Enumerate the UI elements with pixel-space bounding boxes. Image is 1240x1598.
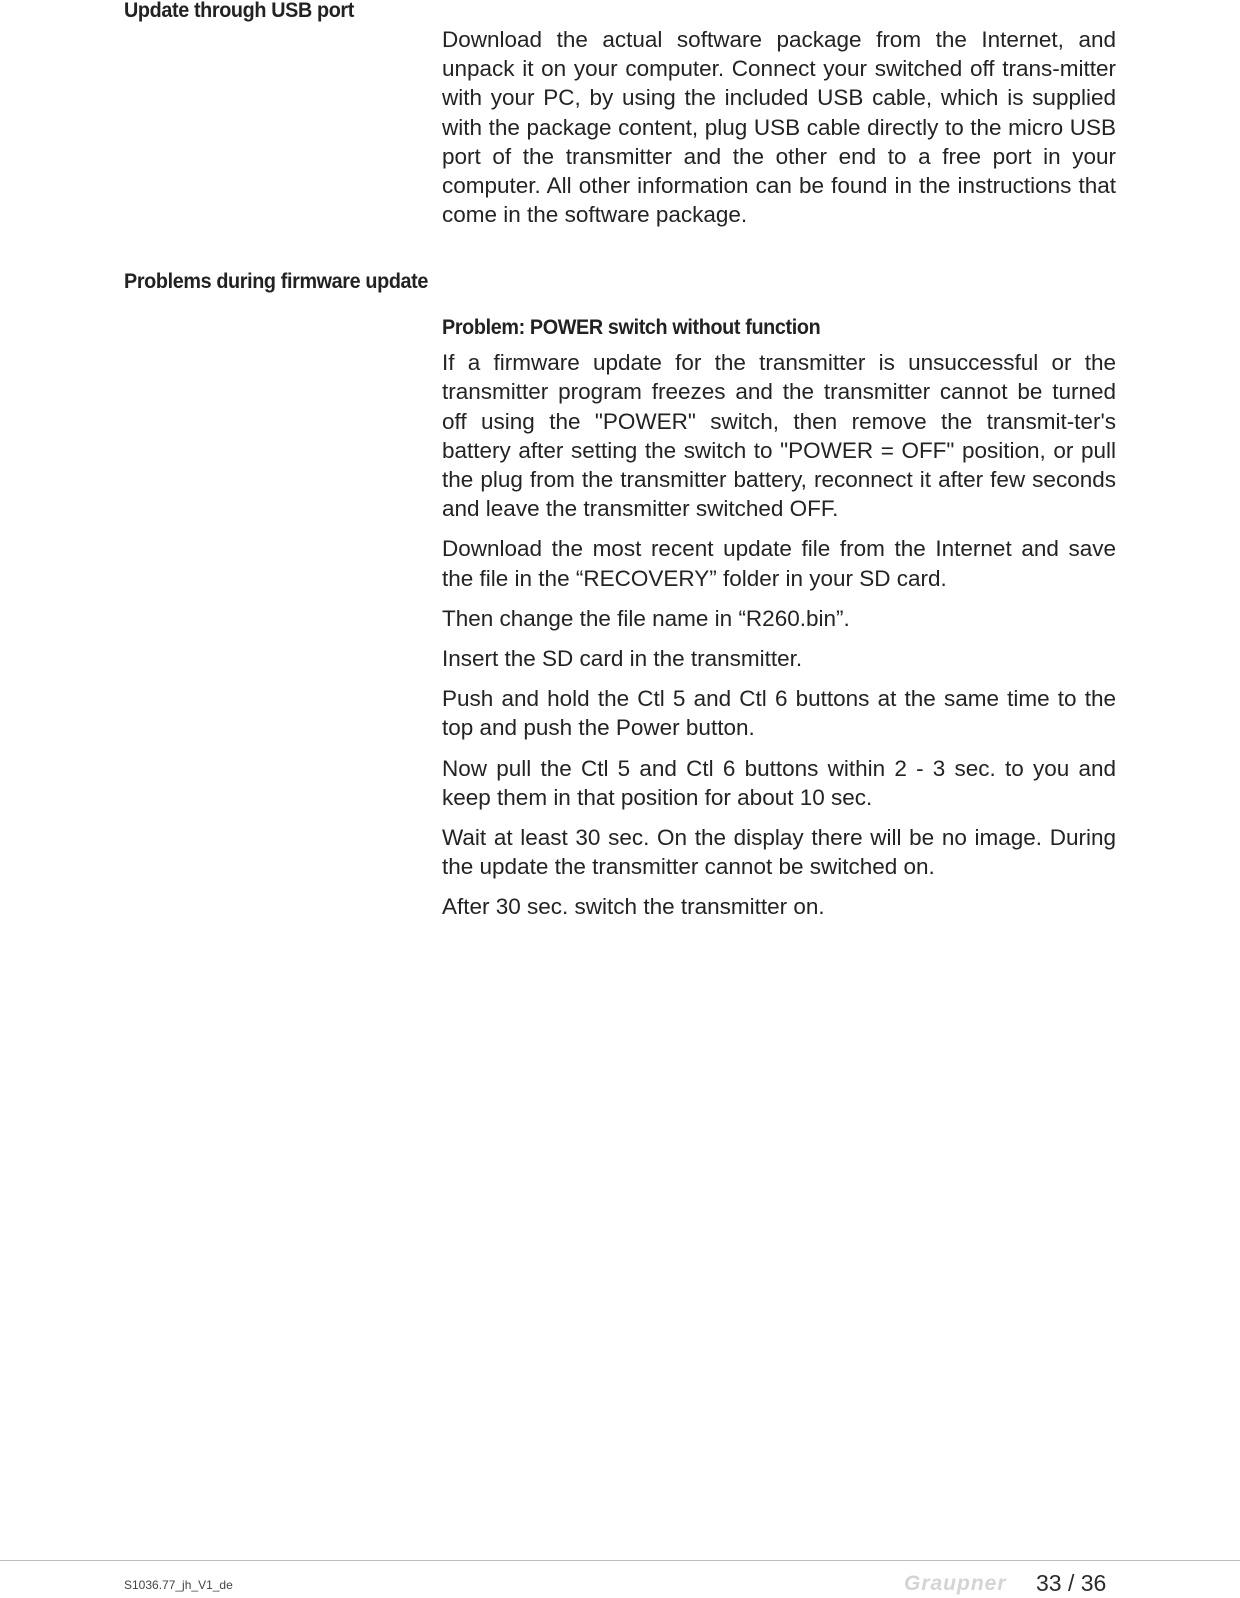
problem-paragraph: Insert the SD card in the transmitter. (442, 646, 803, 672)
problem-paragraph: If a firmware update for the transmitter is unsuccessful or the transmitter program freezes and the transmitter cannot be turned off using the "POWER" switch, then remove the transmit-ter's battery after setting the switch to "POWER = OFF" position, or pull the plug from the transmitter battery, reconnect it after few seconds and leave the transmitter switched OFF. (442, 350, 1116, 522)
problem-paragraph: After 30 sec. switch the transmitter on. (442, 894, 825, 920)
problem-paragraph: Then change the file name in “R260.bin”. (442, 605, 850, 631)
problem-paragraph: Wait at least 30 sec. On the display there will be no image. During the update the transmitter cannot be switched on. (442, 825, 1116, 880)
document-code: S1036.77_jh_V1_de (124, 1578, 233, 1592)
problem-paragraph: Push and hold the Ctl 5 and Ctl 6 buttons at the same time to the top and push the Power button. (442, 686, 1116, 741)
brand-logo: Graupner (904, 1572, 1007, 1595)
page-number: 33 / 36 (1036, 1570, 1107, 1596)
section-heading-usb-update: Update through USB port (124, 0, 354, 22)
usb-update-paragraph: Download the actual software package from the Internet, and unpack it on your computer. Connect your switched off trans-mitter with your PC, by using the included USB cable, which is supplied with the package content, plug USB cable directly to the micro USB port of the transmitter and the other end to a free port in your computer. All other information can be found in the instructions that come in the software package. (442, 27, 1116, 228)
usb-update-text-column (442, 25, 1116, 229)
problem-subheading: Problem: POWER switch without function (442, 315, 821, 339)
section-heading-firmware-problems: Problems during firmware update (124, 269, 429, 293)
problem-paragraph: Download the most recent update file from the Internet and save the file in the “RECOVERY” folder in your SD card. (442, 536, 1116, 591)
firmware-problems-text-column (442, 313, 1116, 933)
problem-paragraph: Now pull the Ctl 5 and Ctl 6 buttons within 2 - 3 sec. to you and keep them in that position for about 10 sec. (442, 755, 1116, 810)
footer-divider (0, 1560, 1240, 1561)
